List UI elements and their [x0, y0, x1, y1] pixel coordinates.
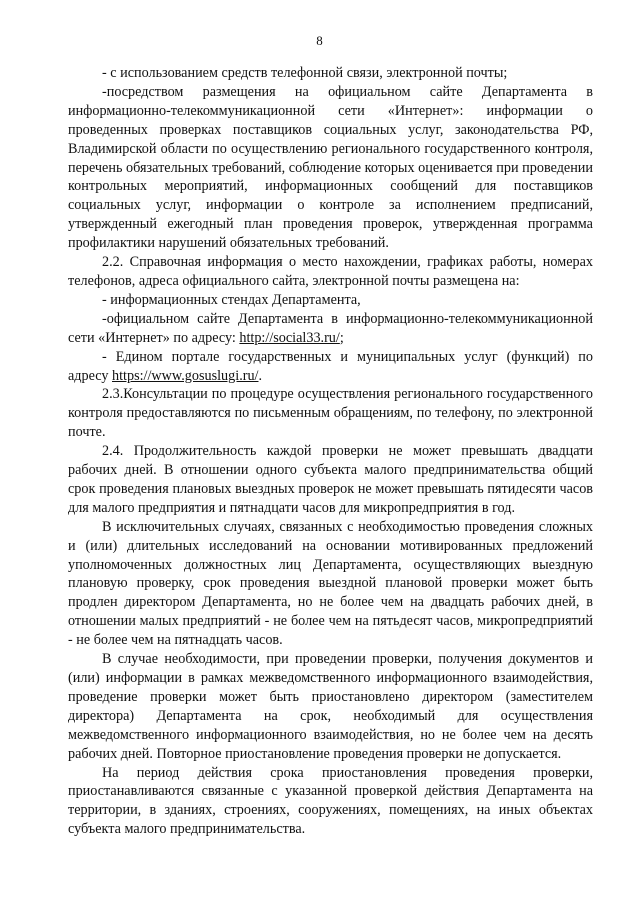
document-body [68, 64, 593, 839]
official-site-link[interactable]: http://social33.ru/ [239, 329, 340, 346]
paragraph-exceptional-cases: В исключительных случаях, связанных с необходимостью проведения сложных и (или) длительных исследований на основании мотивированных предложений уполномоченных должностных лиц Департамента, осуществляющих выездную плановую проверку, срок проведения выездной плановой проверки может быть продлен директором Департамента, но не более чем на двадцать рабочих дней, в отношении малых предприятий - не более чем на пятьдесят часов, микропредприятий - не более чем на пятнадцать часов. [68, 518, 593, 649]
paragraph-suspension-period: На период действия срока приостановления проведения проверки, приостанавливаются связанные с указанной проверкой действия Департамента на территории, в зданиях, строениях, сооружениях, помещениях, на иных объектах субъекта малого предпринимательства. [68, 764, 593, 838]
page-number: 8 [316, 33, 323, 48]
gosuslugi-link[interactable]: https://www.gosuslugi.ru/ [112, 367, 259, 384]
paragraph-2-2-reference-info: 2.2. Справочная информация о место нахождении, графиках работы, номерах телефонов, адреса официального сайта, электронной почты размещена на: [68, 254, 593, 289]
portal-suffix: . [258, 367, 263, 384]
paragraph-info-stands: - информационных стендах Департамента, [102, 291, 361, 308]
portal-text: - Едином портале государственных и муниципальных услуг (функций) по адресу [68, 348, 593, 384]
paragraph-official-site [68, 310, 593, 348]
paragraph-suspension: В случае необходимости, при проведении проверки, получения документов и (или) информации в рамках межведомственного информационного взаимодействия, проведение проверки может быть приостановлено директором (заместителем директора) Департамента на срок, необходимый для осуществления межведомственного информационного взаимодействия, но не более чем на десять рабочих дней. Повторное приостановление проведения проверки не допускается. [68, 651, 593, 762]
paragraph-website-publication: -посредством размещения на официальном сайте Департамента в информационно-телекоммуникационной сети «Интернет»: информации о проведенных проверках поставщиков социальных услуг, законодательства РФ, Владимирской области по осуществлению регионального государственного контроля, перечень обязательных требований, соблюдение которых оценивается при проведении контрольных мероприятий, информационных сообщений для поставщиков социальных услуг, информации о контроле за исполнением предписаний, утвержденный ежегодный план проведения проверок, утвержденная программа профилактики нарушений обязательных требований. [68, 83, 593, 252]
paragraph-phone-email: - с использованием средств телефонной связи, электронной почты; [102, 65, 508, 81]
paragraph-gosuslugi-portal [68, 348, 593, 386]
paragraph-2-4-inspection-duration: 2.4. Продолжительность каждой проверки не может превышать двадцати рабочих дней. В отношении одного субъекта малого предпринимательства общий срок проведения плановых выездных проверок не может превышать пятидесяти часов для малого предприятия и пятнадцати часов для микропредприятия в год. [68, 443, 593, 516]
official-site-suffix: ; [339, 329, 344, 346]
paragraph-2-3-consultations: 2.3.Консультации по процедуре осуществления регионального государственного контроля предоставляются по письменным обращениям, по телефону, по электронной почте. [68, 386, 593, 441]
official-site-text: -официальном сайте Департамента в информационно-телекоммуникационной сети «Интернет» по адресу: [68, 310, 593, 346]
